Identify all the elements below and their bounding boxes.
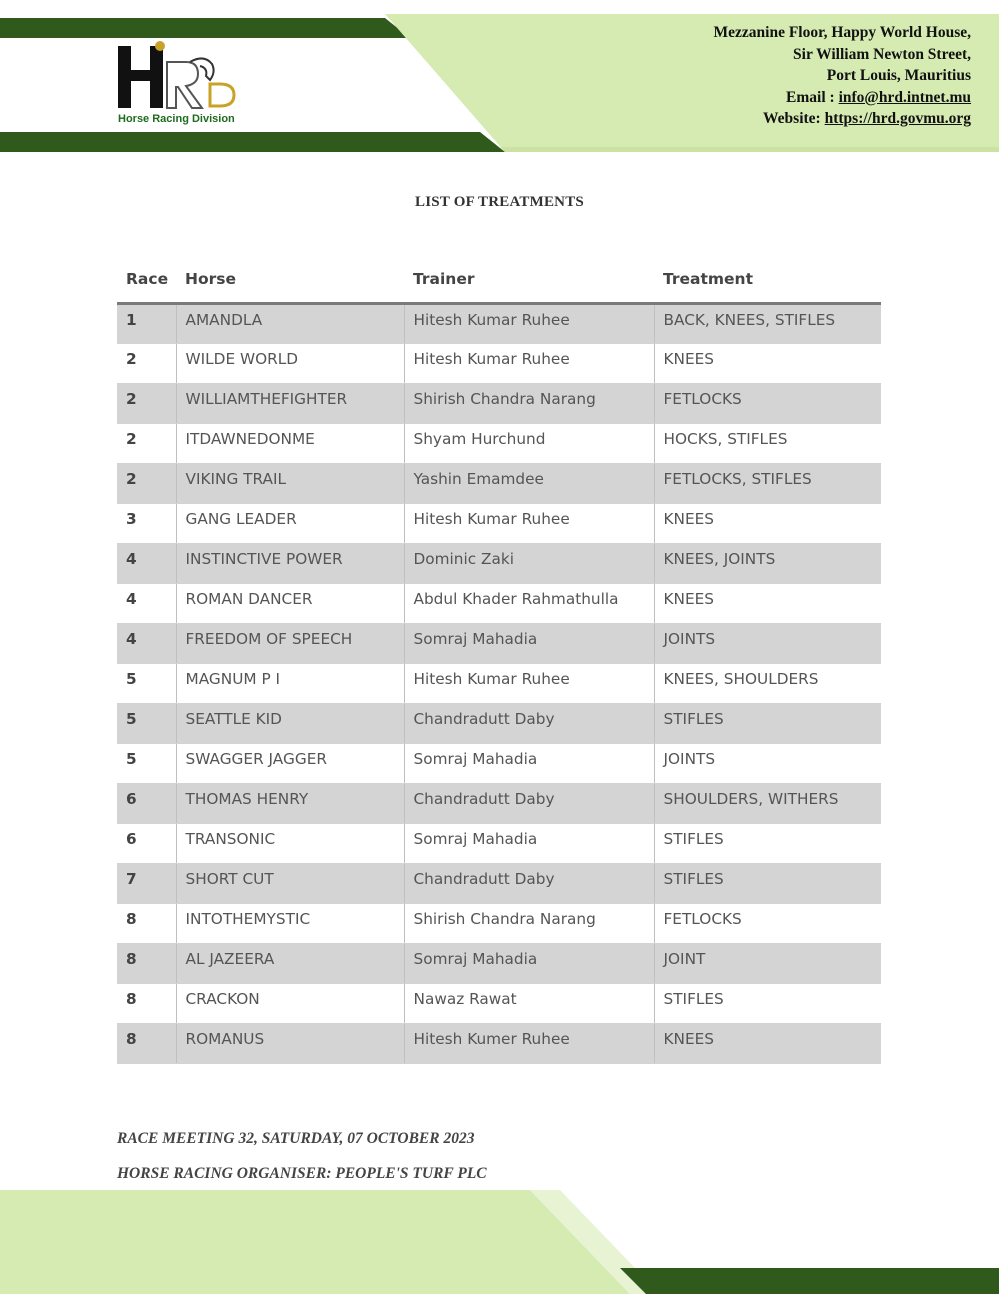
- treatment-cell: STIFLES: [654, 984, 881, 1024]
- address-line-3: Port Louis, Mauritius: [826, 67, 971, 84]
- trainer-cell: Hitesh Kumar Ruhee: [404, 344, 654, 384]
- race-cell: 8: [117, 1024, 176, 1064]
- horse-cell: GANG LEADER: [176, 504, 404, 544]
- race-cell: 6: [117, 784, 176, 824]
- horse-cell: MAGNUM P I: [176, 664, 404, 704]
- trainer-cell: Hitesh Kumar Ruhee: [404, 304, 654, 344]
- trainer-cell: Somraj Mahadia: [404, 744, 654, 784]
- header-race: Race: [117, 256, 176, 304]
- treatment-cell: KNEES: [654, 1024, 881, 1064]
- organiser-note: HORSE RACING ORGANISER: PEOPLE'S TURF PLC: [117, 1165, 487, 1182]
- trainer-cell: Hitesh Kumer Ruhee: [404, 1024, 654, 1064]
- trainer-cell: Somraj Mahadia: [404, 944, 654, 984]
- race-cell: 1: [117, 304, 176, 344]
- treatment-cell: JOINTS: [654, 744, 881, 784]
- race-cell: 3: [117, 504, 176, 544]
- table-row: [117, 584, 881, 624]
- horse-cell: AL JAZEERA: [176, 944, 404, 984]
- race-cell: 8: [117, 984, 176, 1024]
- header-trainer: Trainer: [404, 256, 654, 304]
- table-row: [117, 664, 881, 704]
- race-cell: 5: [117, 744, 176, 784]
- treatment-cell: KNEES: [654, 344, 881, 384]
- table-row: [117, 1024, 881, 1064]
- race-cell: 5: [117, 664, 176, 704]
- horse-cell: ROMANUS: [176, 1024, 404, 1064]
- horse-racing-logo-icon: [112, 40, 242, 112]
- treatment-cell: STIFLES: [654, 864, 881, 904]
- trainer-cell: Somraj Mahadia: [404, 824, 654, 864]
- table-row: [117, 704, 881, 744]
- treatment-cell: JOINT: [654, 944, 881, 984]
- table-row: [117, 744, 881, 784]
- horse-cell: SWAGGER JAGGER: [176, 744, 404, 784]
- website-link[interactable]: https://hrd.govmu.org: [824, 110, 971, 127]
- horse-cell: SHORT CUT: [176, 864, 404, 904]
- trainer-cell: Shirish Chandra Narang: [404, 384, 654, 424]
- race-cell: 4: [117, 584, 176, 624]
- treatment-cell: JOINTS: [654, 624, 881, 664]
- race-cell: 8: [117, 904, 176, 944]
- trainer-cell: Yashin Emamdee: [404, 464, 654, 504]
- table-body: [117, 304, 881, 1064]
- race-cell: 2: [117, 344, 176, 384]
- email-line: [714, 87, 971, 109]
- address-line-2: Sir William Newton Street,: [793, 45, 971, 63]
- race-cell: 4: [117, 624, 176, 664]
- website-label: Website:: [763, 110, 825, 127]
- header-horse: Horse: [176, 256, 404, 304]
- race-meeting-note: RACE MEETING 32, SATURDAY, 07 OCTOBER 2023: [117, 1130, 475, 1147]
- trainer-cell: Hitesh Kumar Ruhee: [404, 504, 654, 544]
- table-header-row: [117, 256, 881, 304]
- trainer-cell: Chandradutt Daby: [404, 784, 654, 824]
- trainer-cell: Dominic Zaki: [404, 544, 654, 584]
- treatment-cell: SHOULDERS, WITHERS: [654, 784, 881, 824]
- table-row: [117, 824, 881, 864]
- horse-cell: FREEDOM OF SPEECH: [176, 624, 404, 664]
- table-row: [117, 944, 881, 984]
- horse-cell: CRACKON: [176, 984, 404, 1024]
- footer-band: [0, 1186, 999, 1294]
- horse-cell: SEATTLE KID: [176, 704, 404, 744]
- horse-cell: VIKING TRAIL: [176, 464, 404, 504]
- trainer-cell: Chandradutt Daby: [404, 704, 654, 744]
- table-row: [117, 864, 881, 904]
- logo-caption: Horse Racing Division: [118, 113, 235, 125]
- table-row: [117, 904, 881, 944]
- race-cell: 6: [117, 824, 176, 864]
- header-treatment: Treatment: [654, 256, 881, 304]
- horse-cell: WILDE WORLD: [176, 344, 404, 384]
- trainer-cell: Shirish Chandra Narang: [404, 904, 654, 944]
- trainer-cell: Chandradutt Daby: [404, 864, 654, 904]
- treatment-cell: KNEES, JOINTS: [654, 544, 881, 584]
- trainer-cell: Shyam Hurchund: [404, 424, 654, 464]
- trainer-cell: Somraj Mahadia: [404, 624, 654, 664]
- email-label: Email :: [786, 88, 839, 106]
- horse-cell: ITDAWNEDONME: [176, 424, 404, 464]
- table-row: [117, 984, 881, 1024]
- treatment-cell: FETLOCKS, STIFLES: [654, 464, 881, 504]
- table-row: [117, 384, 881, 424]
- treatment-cell: HOCKS, STIFLES: [654, 424, 881, 464]
- race-cell: 2: [117, 384, 176, 424]
- treatment-cell: FETLOCKS: [654, 904, 881, 944]
- email-link[interactable]: info@hrd.intnet.mu: [838, 88, 971, 106]
- horse-cell: WILLIAMTHEFIGHTER: [176, 384, 404, 424]
- horse-cell: INTOTHEMYSTIC: [176, 904, 404, 944]
- race-cell: 4: [117, 544, 176, 584]
- treatment-cell: KNEES: [654, 584, 881, 624]
- treatment-cell: KNEES, SHOULDERS: [654, 664, 881, 704]
- treatments-table: [117, 256, 881, 1064]
- table-row: [117, 424, 881, 464]
- table-row: [117, 304, 881, 344]
- race-cell: 8: [117, 944, 176, 984]
- treatment-cell: STIFLES: [654, 824, 881, 864]
- trainer-cell: Abdul Khader Rahmathulla: [404, 584, 654, 624]
- table-row: [117, 344, 881, 384]
- horse-cell: THOMAS HENRY: [176, 784, 404, 824]
- race-cell: 2: [117, 464, 176, 504]
- race-cell: 2: [117, 424, 176, 464]
- table-row: [117, 464, 881, 504]
- document-title: LIST OF TREATMENTS: [415, 194, 584, 210]
- address-block: [714, 22, 971, 130]
- treatment-cell: STIFLES: [654, 704, 881, 744]
- horse-cell: ROMAN DANCER: [176, 584, 404, 624]
- table-row: [117, 544, 881, 584]
- website-line: [714, 108, 971, 130]
- table-row: [117, 784, 881, 824]
- treatment-cell: BACK, KNEES, STIFLES: [654, 304, 881, 344]
- race-cell: 7: [117, 864, 176, 904]
- horse-cell: TRANSONIC: [176, 824, 404, 864]
- treatment-cell: KNEES: [654, 504, 881, 544]
- horse-cell: INSTINCTIVE POWER: [176, 544, 404, 584]
- treatment-cell: FETLOCKS: [654, 384, 881, 424]
- race-cell: 5: [117, 704, 176, 744]
- footer-notes: [117, 1121, 487, 1191]
- address-line-1: Mezzanine Floor, Happy World House,: [713, 24, 971, 41]
- horse-cell: AMANDLA: [176, 304, 404, 344]
- table-row: [117, 504, 881, 544]
- trainer-cell: Hitesh Kumar Ruhee: [404, 664, 654, 704]
- hrd-logo: [112, 40, 242, 128]
- table-row: [117, 624, 881, 664]
- trainer-cell: Nawaz Rawat: [404, 984, 654, 1024]
